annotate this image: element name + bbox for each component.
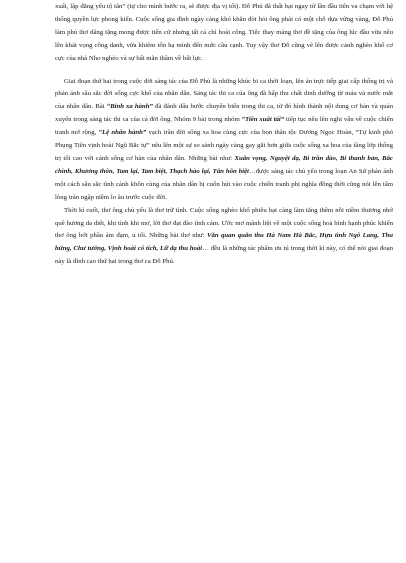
bold-italic-text: “Binh xa hành”: [106, 103, 153, 111]
paragraph-1: [55, 1, 393, 66]
body-text: xuất, lập đăng yểu tộ tân” (tự cho mình bước ra, sẽ được địa vị tốt). Đỗ Phủ đã thất bại ngay từ lần đầu tiên va chạm với hệ thống quyền lực phong kiến. Cuộc sống gia đình ngày càng khó khăn đòi hỏi ông phải có một chỗ dựa vững vàng, Đỗ Phủ làm phú thơ dâng tặng mong được tiến cử nhưng tất cả chỉ hoài công. Tiếc thay mảng thơ đề tặng của ông lúc đầu vừa nêu lên khát vọng công danh, vừa khiêm tốn hạ mình đến mức cầu cạnh. Tuy vậy thơ Đỗ cũng vẽ lên được cảnh nghèo khổ cơ cực của nhà Nho nghèo và sự bất mãn thầm về bất lực.: [55, 3, 393, 62]
body-text: … đều là những tác phẩm ưu tú trong thời kì này, có thể nói giai đoạn này là đỉnh cao thứ hai trong thơ ca Đỗ Phủ.: [55, 245, 393, 266]
paragraph-2: [55, 76, 393, 205]
body-text: đã đánh dấu bước chuyển biến trong thi ca, từ đó hình thành nội dung cơ bản và quán xuyến trong sáng tác thi ca của cả đời ông. Nhóm 9 bài trong nhóm: [55, 103, 393, 124]
bold-italic-text: “Tiền xuất tái”: [241, 116, 285, 124]
body-text: Thời kì cuối, thơ ông chủ yếu là thơ trữ tình. Cuộc sống nghèo khổ phiêu bạt càng làm tăng thêm nỗi niềm thương nhớ quê hương da diết, khi tình khi mơ, lời thơ đạt đào tình cảm. Ước mơ mãnh liệt về một cuộc sống hoà bình hạnh phúc khiến thơ ông bớt phần ảm đạm, u tối. Những bài thơ như:: [55, 206, 393, 240]
body-text: vạch trần đời sống xa hoa cùng cực của bọn thân tộc Dương Ngọc Hoàn, “Tự kinh phó Phụng Tiên vịnh hoài Ngũ Bắc tự” nêu lên một sự so sánh ngày càng gay gắt hơn giữa cuộc sống xa hoa của tầng lớp thống trị tối cao với cảnh sống cơ hàn của nhân dân. Những bài như:: [55, 129, 393, 162]
body-text: tiếp tục nêu lên nghi vấn về cuộc chiến tranh mở rộng,: [55, 116, 393, 137]
bold-italic-text: Xuân vọng, Nguyệt dạ, Bi trần đào, Bi thanh bản, Bắc chinh, Khương thôn, Tam lại, Tam biệt, Thạch hào lại, Tân hôn biệt: [55, 154, 393, 175]
bold-italic-text: Văn quan quân thu Hà Nam Hà Bắc, Hựu tình Ngô Lang, Thu hứng, Chư tướng, Vịnh hoài cổ tích, Lữ dạ thu hoài: [55, 232, 393, 253]
body-text: …được sáng tác chủ yếu trong loạn An Sử phản ánh một cách sâu sắc tình cảnh khốn cùng của nhân dân bị cuốn hút vào cuộc chiến tranh phi nghĩa đồng thời cũng nói lên tấm lòng tràn ngập niềm lo âu trước cuộc đời.: [55, 167, 394, 201]
bold-italic-text: “Lệ nhân hành”: [98, 129, 147, 137]
body-text: Giai đoạn thứ hai trong cuộc đời sáng tác của Đỗ Phủ là những khúc bi ca thời loạn, lên án trực tiếp giai cấp thống trị và phản ánh sâu sắc đời sống cực khổ của nhân dân. Sáng tác thi ca của ông đã hấp thu chất dinh dưỡng từ máu và nước mắt của nhân dân. Bài: [55, 77, 393, 111]
paragraph-3: [55, 205, 393, 270]
paragraph-gap: [55, 66, 393, 76]
